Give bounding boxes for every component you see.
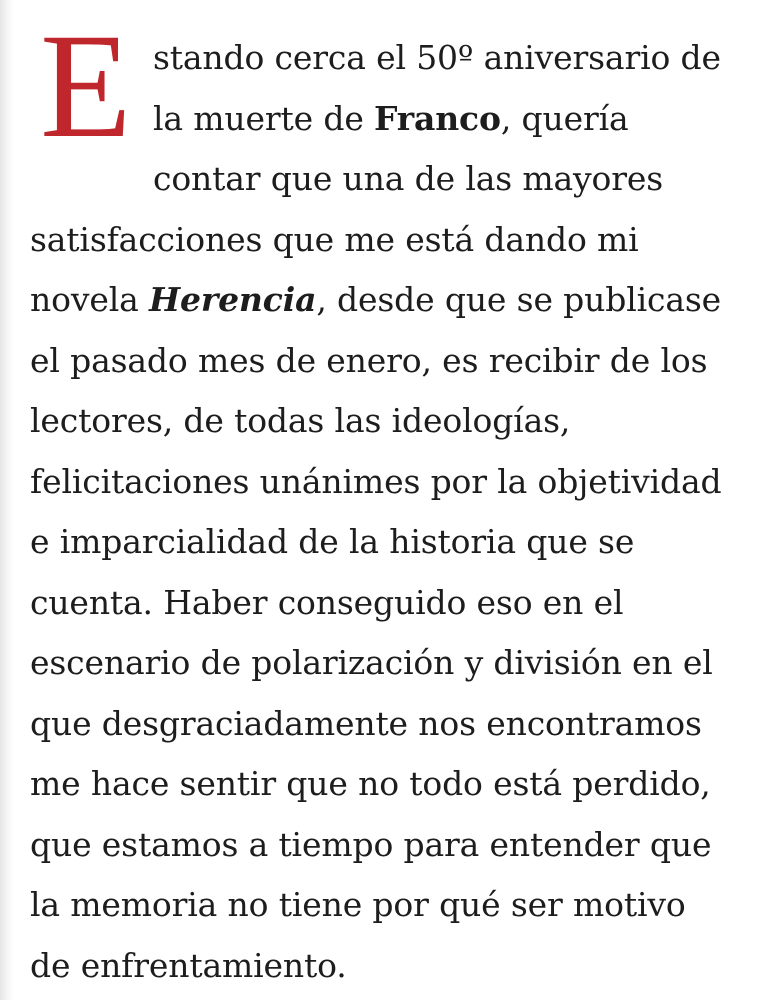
paragraph-line-12: que desgraciadamente nos encontramos (30, 703, 702, 743)
paragraph-line-5 (30, 270, 770, 331)
paragraph-line-7: lectores, de todas las ideologías, (30, 401, 571, 440)
paragraph-line-16: de enfrentamiento. (30, 945, 347, 985)
franco-bold: Franco (374, 98, 501, 138)
line-5-text-start: novela (30, 280, 149, 319)
paragraph-line-9: e imparcialidad de la historia que se (30, 522, 635, 561)
line-2-text-start: la muerte de (153, 98, 375, 138)
paragraph-line-1: stando cerca el 50º aniversario de (153, 38, 721, 77)
article-paragraph (30, 3, 770, 996)
herencia-title: Herencia (148, 280, 317, 319)
paragraph-line-13: me hace sentir que no todo está perdido, (30, 764, 711, 803)
page-edge-shadow (0, 0, 14, 1000)
paragraph-line-3: contar que una de las mayores (153, 159, 664, 198)
paragraph-line-8: felicitaciones unánimes por la objetividad (30, 461, 722, 501)
paragraph-line-4: satisfacciones que me está dando mi (30, 219, 639, 259)
paragraph-line-15: la memoria no tiene por qué ser motivo (30, 885, 686, 924)
paragraph-line-14: que estamos a tiempo para entender que (30, 824, 712, 864)
line-2-text-end: , quería (500, 98, 629, 138)
line-5-text-end: , desde que se publicase (316, 280, 722, 319)
paragraph-line-11: escenario de polarización y división en el (30, 643, 713, 682)
paragraph-line-10: cuenta. Haber conseguido eso en el (30, 582, 624, 622)
paragraph-line-6: el pasado mes de enero, es recibir de los (30, 340, 708, 380)
drop-cap-letter: E (40, 3, 132, 169)
